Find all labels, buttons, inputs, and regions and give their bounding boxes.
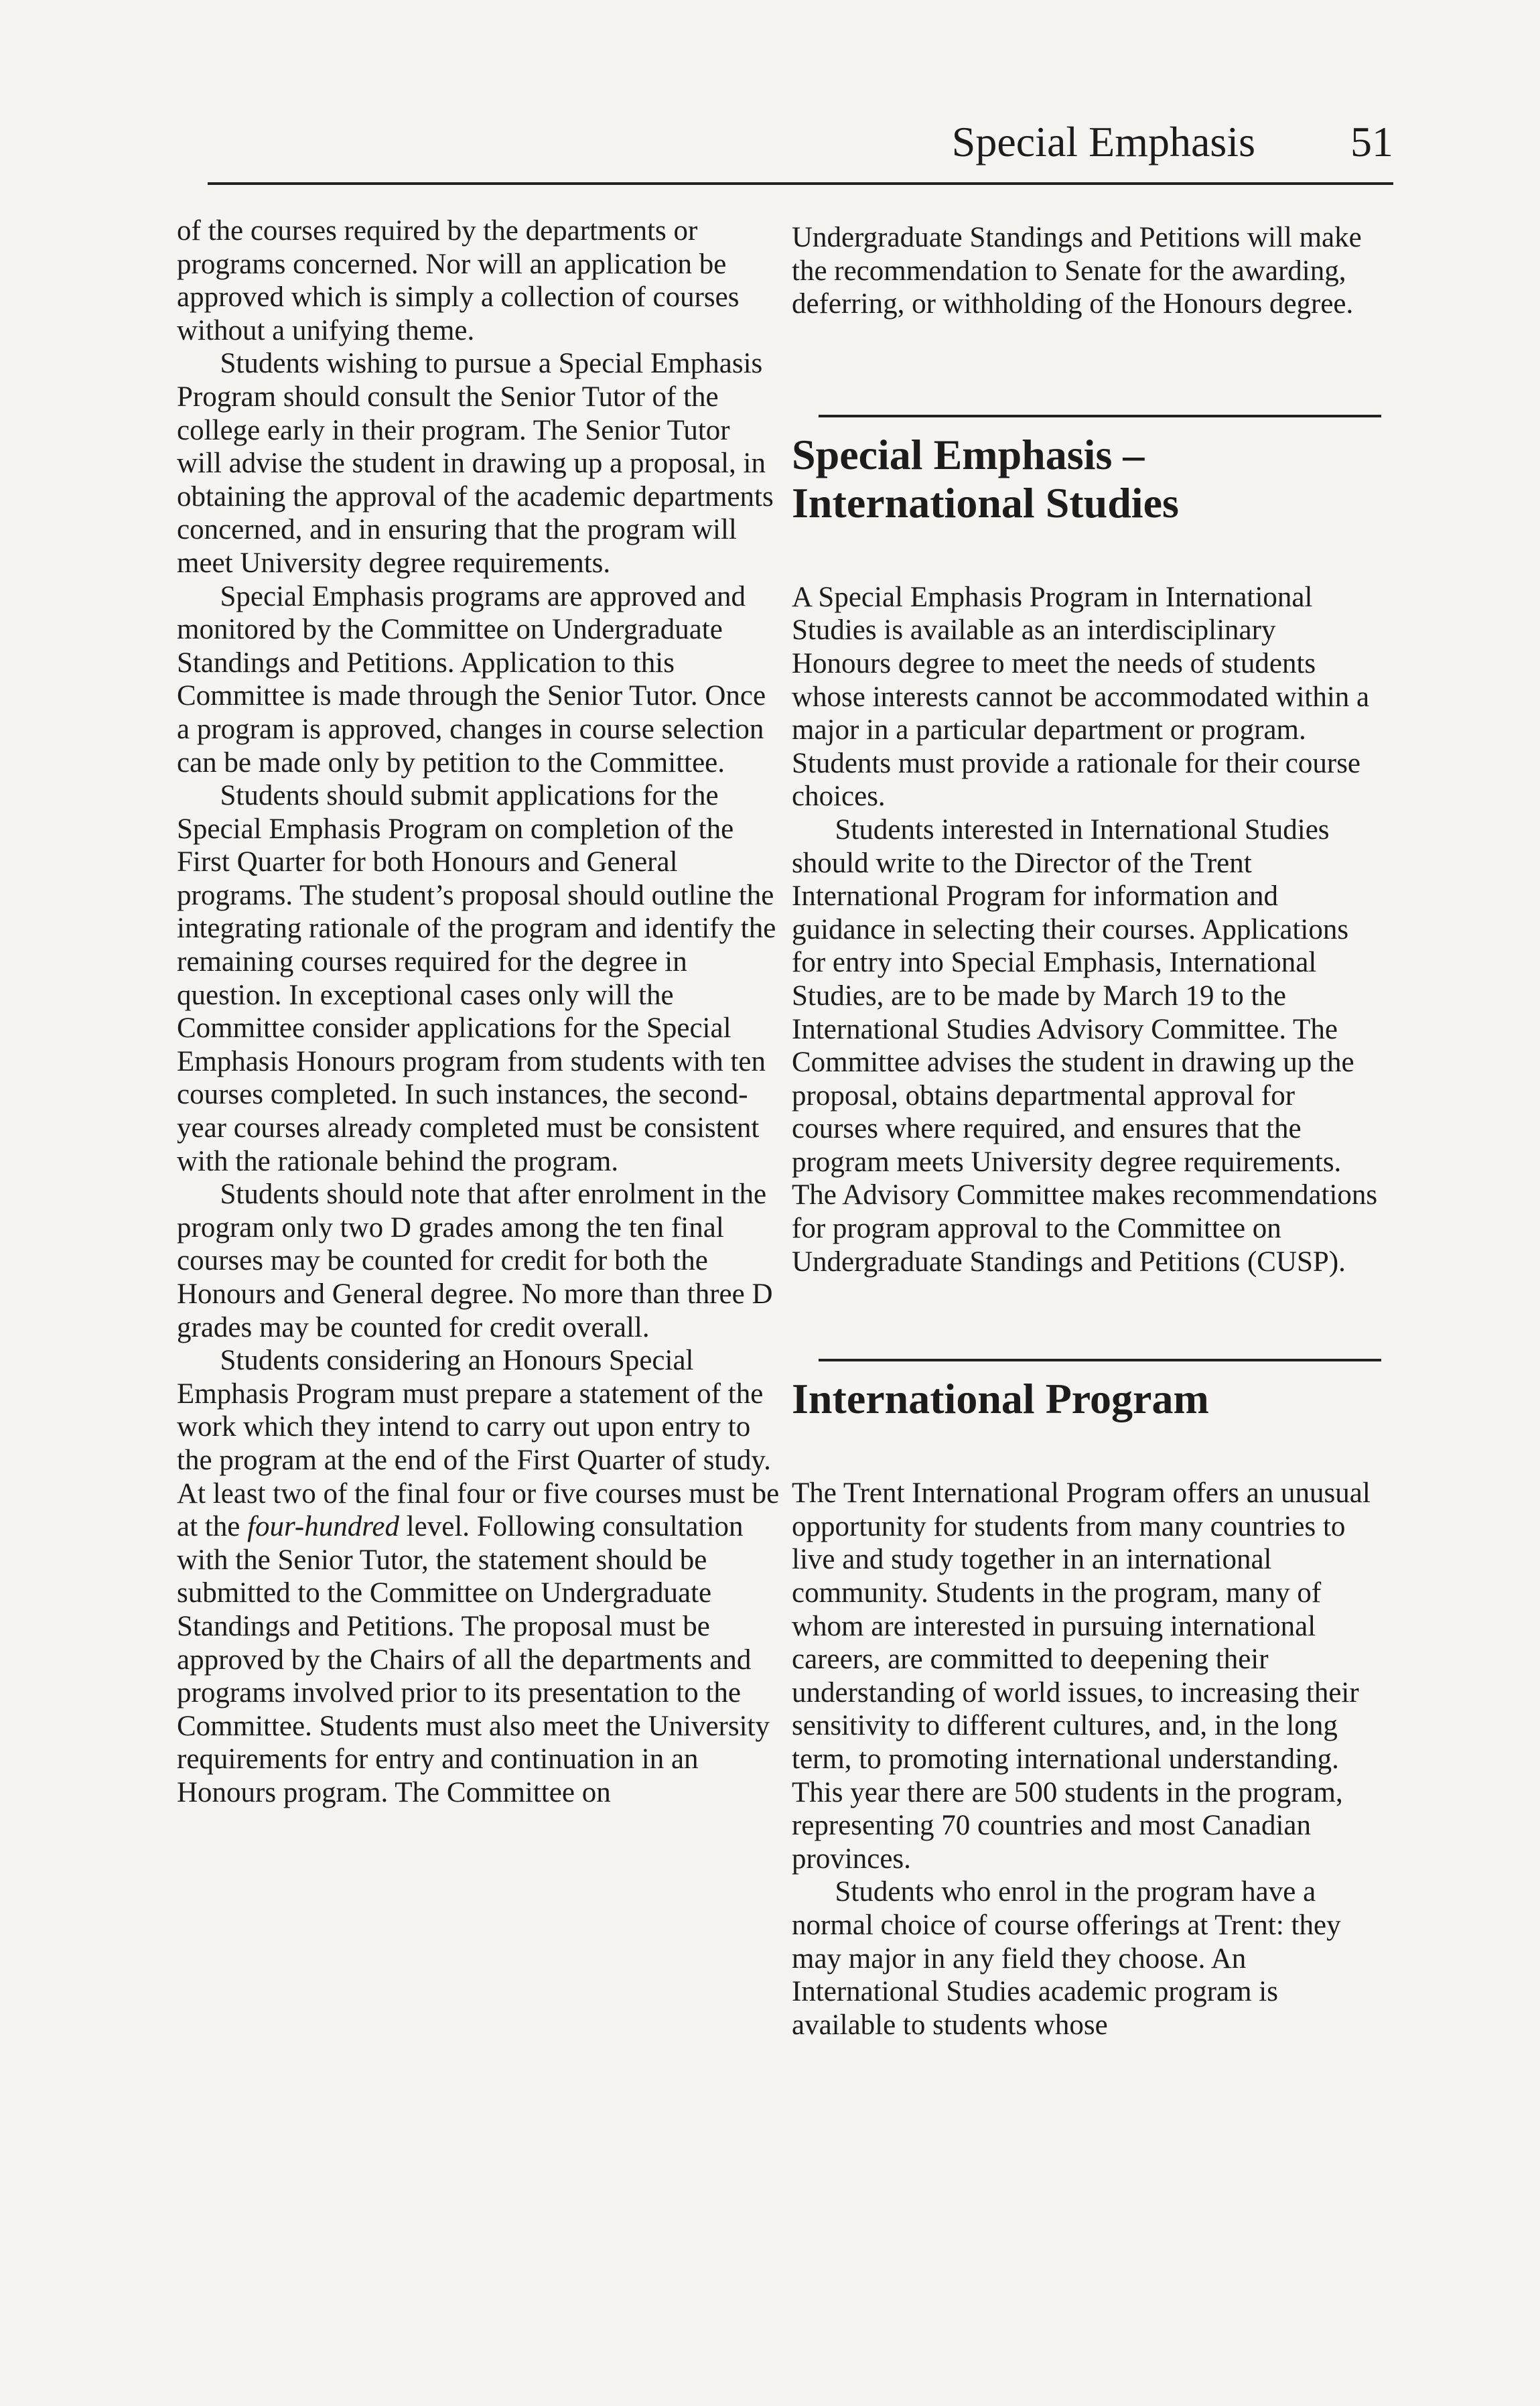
section-2-heading: International Program [792, 1375, 1209, 1423]
section-special-emphasis-international [792, 431, 1381, 1278]
right-continued-paragraph: Undergraduate Standings and Petitions will make the recommendation to Senate for the awarding, deferring, or withholding of the Honours degree. [792, 222, 1362, 320]
p6-italic-term: four-hundred [247, 1511, 399, 1543]
section-international-program [792, 1375, 1381, 2042]
section-rule-2 [819, 1359, 1381, 1361]
left-paragraph-6 [177, 1344, 780, 1809]
left-column [177, 214, 780, 1810]
page-number: 51 [1350, 118, 1393, 165]
section-1-heading-line-1: Special Emphasis – [792, 430, 1145, 478]
right-column [792, 221, 1381, 2042]
left-paragraph-1: of the courses required by the departments or programs concerned. Nor will an application be approved which is simply a collection of courses without a unifying theme. [177, 215, 740, 346]
p6-text-after: level. Following consultation with the Senior Tutor, the statement should be submitted to the Committee on Undergraduate Standings and Petitions. The proposal must be approved by the Chairs of all the departments and programs involved prior to its presentation to the Committee. Students must also meet the University requirements for entry and continuation in an Honours program. The Committee on [177, 1511, 770, 1808]
section-1-heading-line-2: International Studies [792, 478, 1179, 527]
left-paragraph-5: Students should note that after enrolment in the program only two D grades among the ten final courses may be counted for credit for both the Honours and General degree. No more than three D grades may be counted for credit overall. [177, 1179, 773, 1343]
section-2-paragraph-2: Students who enrol in the program have a normal choice of course offerings at Trent: they may major in any field they choose. An International Studies academic program is available to students whose [792, 1876, 1341, 2041]
section-rule-1 [819, 415, 1381, 417]
running-title: Special Emphasis [951, 118, 1255, 165]
section-1-paragraph-2: Students interested in International Studies should write to the Director of the Trent International Program for information and guidance in selecting their courses. Applications for entry into Special Emphasis, International Studies, are to be made by March 19 to the International Studies Advisory Committee. The Committee advises the student in drawing up the proposal, obtains departmental approval for courses where required, and ensures that the program meets University degree requirements. The Advisory Committee makes recommendations for program approval to the Committee on Undergraduate Standings and Petitions (CUSP). [792, 813, 1378, 1278]
section-2-paragraph-1: The Trent International Program offers an unusual opportunity for students from many countries to live and study together in an international community. Students in the program, many of whom are interested in pursuing international careers, are committed to deepening their understanding of world issues, to increasing their sensitivity to different cultures, and, in the long term, to promoting international understanding. This year there are 500 students in the program, representing 70 countries and most Canadian provinces. [792, 1477, 1371, 1875]
left-paragraph-4: Students should submit applications for the Special Emphasis Program on completion of the First Quarter for both Honours and General programs. The student’s proposal should outline the integrating rationale of the program and identify the remaining courses required for the degree in question. In exceptional cases only will the Committee consider applications for the Special Emphasis Honours program from students with ten courses completed. In such instances, the second-year courses already completed must be consistent with the rationale behind the program. [177, 780, 776, 1177]
left-paragraph-2: Students wishing to pursue a Special Emphasis Program should consult the Senior Tutor of the college early in their program. The Senior Tutor will advise the student in drawing up a proposal, in obtaining the approval of the academic departments concerned, and in ensuring that the program will meet University degree requirements. [177, 348, 774, 579]
section-1-paragraph-1: A Special Emphasis Program in International Studies is available as an interdisciplinary Honours degree to meet the needs of students whose interests cannot be accommodated within a major in a particular department or program. Students must provide a rationale for their course choices. [792, 581, 1370, 813]
p6-text-before: Students considering an Honours Special Emphasis Program must prepare a statement of the work which they intend to carry out upon entry to the program at the end of the First Quarter of study. At least two of the final four or five courses must be at the [177, 1345, 780, 1543]
header-rule [208, 182, 1393, 185]
left-paragraph-3: Special Emphasis programs are approved and monitored by the Committee on Undergraduate Standings and Petitions. Application to this Committee is made through the Senior Tutor. Once a program is approved, changes in course selection can be made only by petition to the Committee. [177, 580, 766, 779]
page-header [208, 115, 1393, 189]
